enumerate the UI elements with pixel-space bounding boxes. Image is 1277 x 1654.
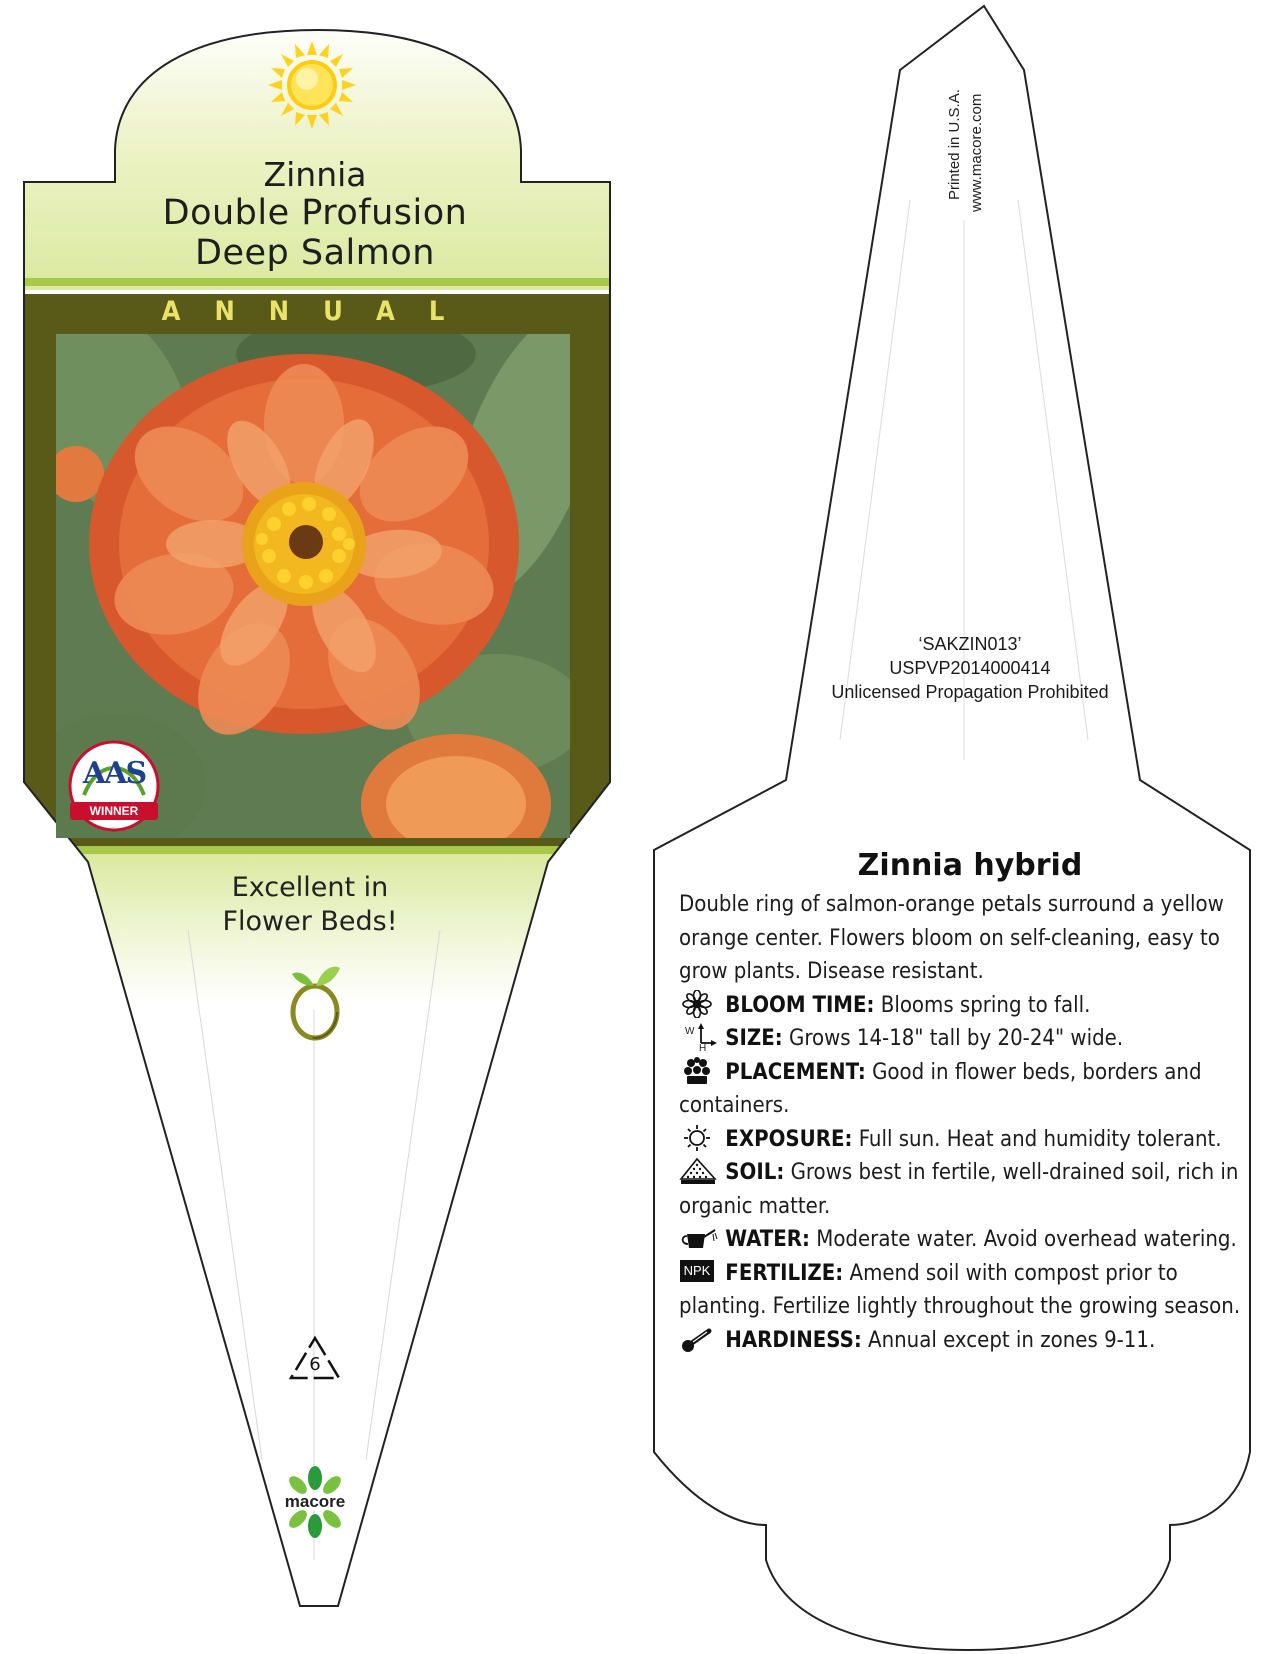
care-fertilize: NPK FERTILIZE: Amend soil with compost prior to planting. Fertilize lightly throughout the growing season. <box>679 1257 1257 1324</box>
npk-icon: NPK <box>679 1258 719 1286</box>
sun-icon <box>268 41 356 129</box>
sun-outline-icon <box>679 1124 719 1152</box>
placement-icon <box>679 1057 719 1085</box>
tagline-line2: Flower Beds! <box>222 906 398 937</box>
cultivar-code: ‘SAKZIN013’ <box>918 634 1022 654</box>
care-hardiness: HARDINESS: Annual except in zones 9-11. <box>679 1324 1257 1358</box>
recycle-icon <box>286 1334 344 1384</box>
flower-icon <box>679 990 719 1018</box>
soil-icon <box>679 1157 719 1185</box>
care-size: W H SIZE: Grows 14-18" tall by 20-24" wide. <box>679 1022 1257 1056</box>
care-placement: PLACEMENT: Good in flower beds, borders and containers. <box>679 1056 1257 1123</box>
aas-winner-badge <box>64 740 164 836</box>
care-water: WATER: Moderate water. Avoid overhead watering. <box>679 1223 1257 1257</box>
care-bloom-time: BLOOM TIME: Blooms spring to fall. <box>679 989 1257 1023</box>
variety-name-line1: Double Profusion <box>162 193 468 233</box>
macore-logo <box>272 1466 358 1538</box>
printed-line1: Printed in U.S.A. <box>946 89 963 200</box>
patent-block <box>760 632 1180 704</box>
care-soil: SOIL: Grows best in fertile, well-drained soil, rich in organic matter. <box>679 1156 1257 1223</box>
back-tag-outline <box>654 6 1250 1650</box>
patent-number: USPVP2014000414 <box>889 658 1051 678</box>
winner-text: WINNER <box>89 804 139 818</box>
aas-text: AAS <box>82 756 146 791</box>
common-name: Zinnia <box>263 155 367 194</box>
propagation-notice: Unlicensed Propagation Prohibited <box>831 682 1109 702</box>
size-icon: W H <box>679 1023 719 1051</box>
care-exposure: EXPOSURE: Full sun. Heat and humidity tolerant. <box>679 1123 1257 1157</box>
variety-name-line2: Deep Salmon <box>195 233 435 273</box>
thermometer-icon <box>679 1325 719 1353</box>
tagline-line1: Excellent in <box>231 872 389 903</box>
plant-category: ANNUAL <box>161 296 479 327</box>
brand-name: macore <box>284 1492 346 1511</box>
recycle-code: 6 <box>309 1354 321 1375</box>
botanical-name: Zinnia hybrid <box>857 848 1083 883</box>
care-info <box>679 888 1257 1357</box>
watering-can-icon <box>679 1224 719 1252</box>
description: Double ring of salmon-orange petals surround a yellow orange center. Flowers bloom on self-cleaning, easy to grow plants. Disease resistant. <box>679 892 1224 984</box>
seed-sprout-icon <box>286 964 344 1042</box>
printed-line2: www.macore.com <box>968 93 985 212</box>
